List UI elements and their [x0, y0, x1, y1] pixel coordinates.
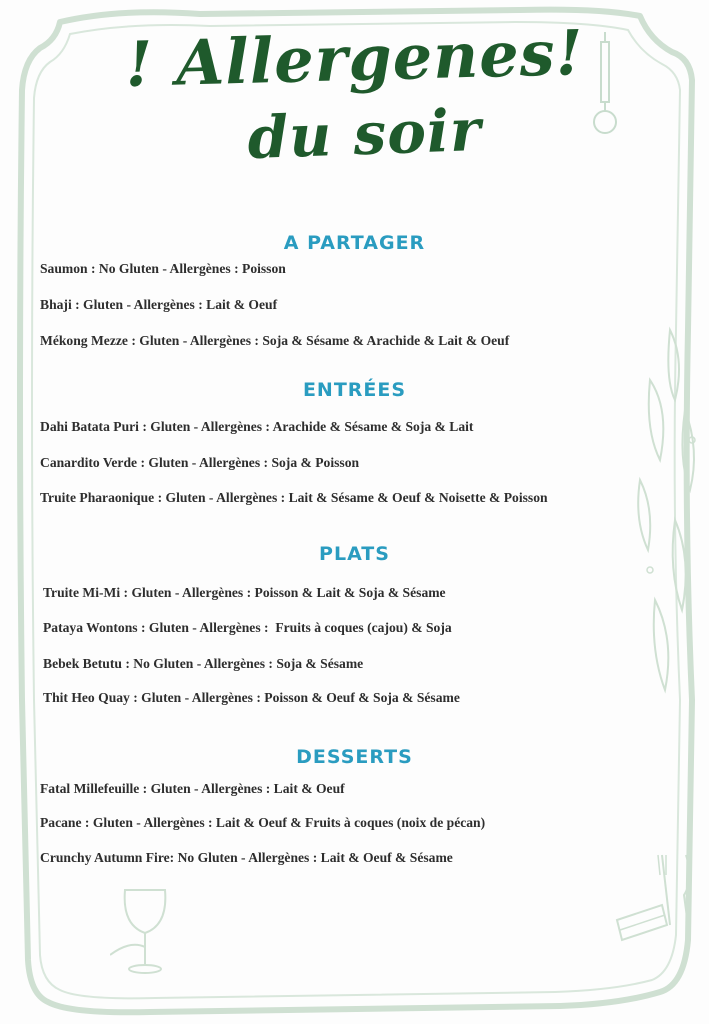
menu-item: Saumon : No Gluten - Allergènes : Poisson [40, 261, 286, 276]
page-title-line2: du soir [246, 95, 483, 173]
page-title-line1: ! Allergenes! [124, 16, 585, 101]
section-heading-entrees: ENTRÉES [302, 379, 407, 401]
menu-item: Mékong Mezze : Gluten - Allergènes : Soja & Sésame & Arachide & Lait & Oeuf [40, 333, 510, 348]
menu-item: Bebek Betutu : No Gluten - Allergènes : Soja & Sésame [43, 656, 364, 671]
menu-item: Dahi Batata Puri : Gluten - Allergènes : Arachide & Sésame & Soja & Lait [40, 419, 474, 434]
wine-glass-icon [110, 885, 180, 985]
section-heading-plats: PLATS [319, 543, 390, 565]
menu-item: Crunchy Autumn Fire: No Gluten - Allergènes : Lait & Oeuf & Sésame [40, 850, 453, 865]
menu-item: Thit Heo Quay : Gluten - Allergènes : Poisson & Oeuf & Soja & Sésame [43, 690, 460, 705]
menu-item: Truite Pharaonique : Gluten - Allergènes : Lait & Sésame & Oeuf & Noisette & Poisson [40, 490, 548, 505]
menu-item: Pataya Wontons : Gluten - Allergènes : Fruits à coques (cajou) & Soja [43, 620, 452, 635]
menu-item: Pacane : Gluten - Allergènes : Lait & Oeuf & Fruits à coques (noix de pécan) [40, 815, 486, 830]
cake-icon [612, 895, 672, 945]
menu-item: Truite Mi-Mi : Gluten - Allergènes : Poisson & Lait & Soja & Sésame [43, 585, 446, 600]
section-heading-a-partager: A PARTAGER [283, 232, 426, 254]
menu-item: Canardito Verde : Gluten - Allergènes : Soja & Poisson [40, 455, 360, 470]
menu-item: Fatal Millefeuille : Gluten - Allergènes : Lait & Oeuf [40, 781, 345, 796]
menu-item: Bhaji : Gluten - Allergènes : Lait & Oeuf [40, 297, 278, 312]
section-heading-desserts: DESSERTS [296, 746, 413, 768]
